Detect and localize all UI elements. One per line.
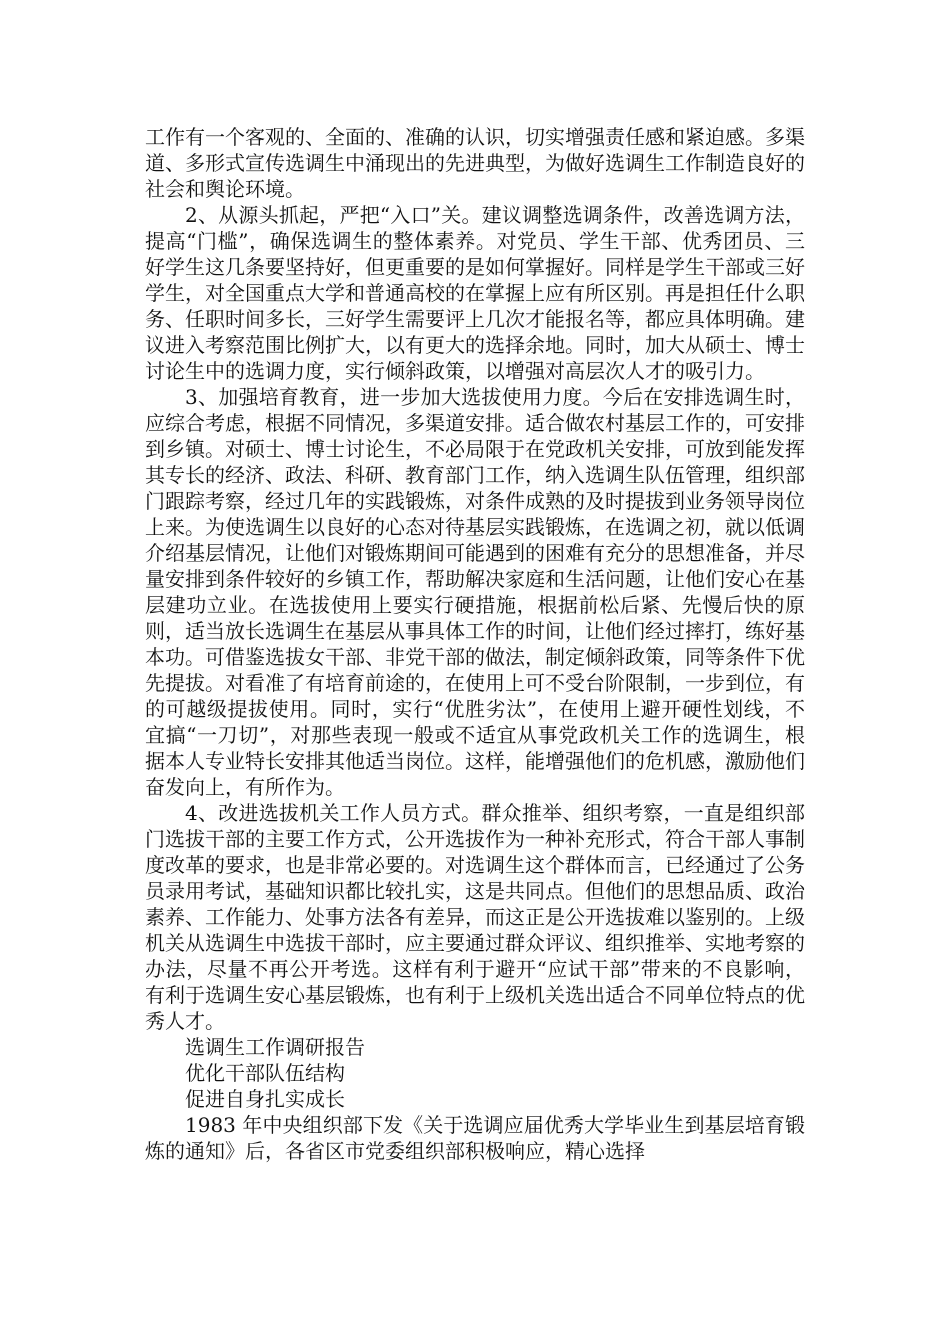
paragraph-point-2: 2、从源头抓起，严把“入口”关。建议调整选调条件，改善选调方法，提高“门槛”，确保选调生的整体素养。对党员、学生干部、优秀团员、三好学生这几条要坚持好，但更重要的是如何掌握好。同样是学生干部或三好学生，对全国重点大学和普通高校的在掌握上应有所区别。再是担任什么职务、任职时间多长，三好学生需要评上几次才能报名等，都应具体明确。建议进入考察范围比例扩大，以有更大的选择余地。同时，加大从硕士、博士讨论生中的选调力度，实行倾斜政策，以增强对高层次人才的吸引力。 bbox=[145, 203, 805, 383]
paragraph-point-3: 3、加强培育教育，进一步加大选拔使用力度。今后在安排选调生时，应综合考虑，根据不同情况，多渠道安排。适合做农村基层工作的，可安排到乡镇。对硕士、博士讨论生，不必局限于在党政机关安排，可放到能发挥其专长的经济、政法、科研、教育部门工作，纳入选调生队伍管理，组织部门跟踪考察，经过几年的实践锻炼，对条件成熟的及时提拔到业务领导岗位上来。为使选调生以良好的心态对待基层实践锻炼，在选调之初，就以低调介绍基层情况，让他们对锻炼期间可能遇到的困难有充分的思想准备，并尽量安排到条件较好的乡镇工作，帮助解决家庭和生活问题，让他们安心在基层建功立业。在选拔使用上要实行硬措施，根据前松后紧、先慢后快的原则，适当放长选调生在基层从事具体工作的时间，让他们经过摔打，练好基本功。可借鉴选拔女干部、非党干部的做法，制定倾斜政策，同等条件下优先提拔。对看准了有培育前途的，在使用上可不受台阶限制，一步到位，有的可越级提拔使用。同时，实行“优胜劣汰”，在使用上避开硬性划线，不宜搞“一刀切”，对那些表现一般或不适宜从事党政机关工作的选调生，根据本人专业特长安排其他适当岗位。这样，能增强他们的危机感，激励他们奋发向上，有所作为。 bbox=[145, 385, 805, 799]
report-subtitle-1: 优化干部队伍结构 bbox=[185, 1061, 345, 1085]
paragraph-point-4: 4、改进选拔机关工作人员方式。群众推举、组织考察，一直是组织部门选拔干部的主要工作方式，公开选拔作为一种补充形式，符合干部人事制度改革的要求，也是非常必要的。对选调生这个群体而言，已经通过了公务员录用考试，基础知识都比较扎实，这是共同点。但他们的思想品质、政治素养、工作能力、处事方法各有差异，而这正是公开选拔难以鉴别的。上级机关从选调生中选拔干部时，应主要通过群众评议、组织推举、实地考察的办法，尽量不再公开考选。这样有利于避开“应试干部”带来的不良影响，有利于选调生安心基层锻炼，也有利于上级机关选出适合不同单位特点的优秀人才。 bbox=[145, 801, 805, 1033]
report-subtitle-2: 促进自身扎实成长 bbox=[185, 1087, 345, 1111]
paragraph-intro: 工作有一个客观的、全面的、准确的认识，切实增强责任感和紧迫感。多渠道、多形式宣传选调生中涌现出的先进典型，为做好选调生工作制造良好的社会和舆论环境。 bbox=[145, 125, 805, 201]
report-title: 选调生工作调研报告 bbox=[185, 1035, 365, 1059]
document-page bbox=[145, 124, 805, 1164]
paragraph-report-intro: 1983 年中央组织部下发《关于选调应届优秀大学毕业生到基层培育锻炼的通知》后，各省区市党委组织部积极响应，精心选择 bbox=[145, 1113, 805, 1163]
